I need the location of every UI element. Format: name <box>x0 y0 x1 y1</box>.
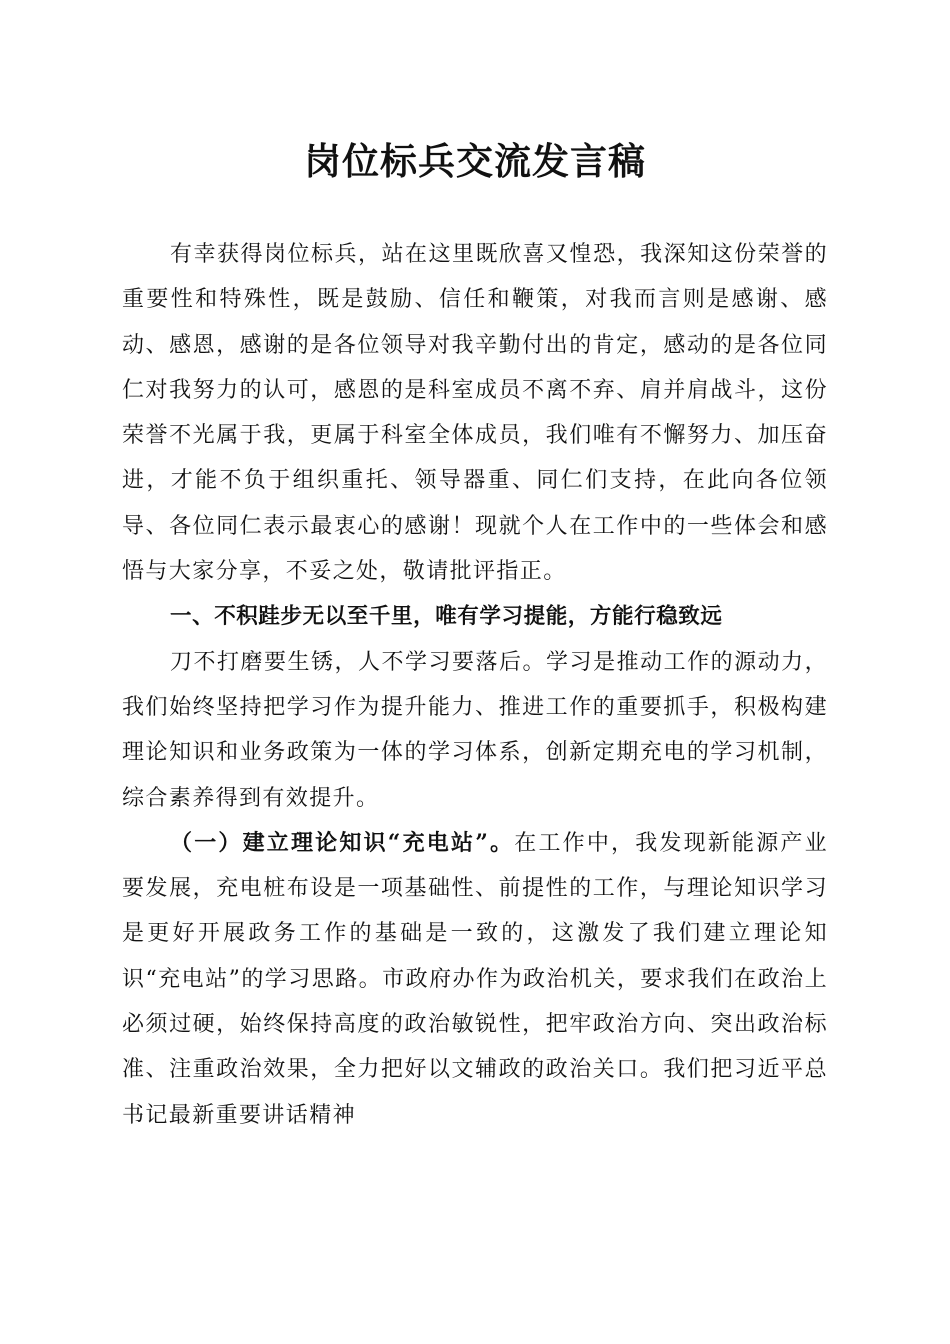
subsection-1-paragraph <box>122 821 828 1138</box>
document-title: 岗位标兵交流发言稿 <box>304 139 646 183</box>
subsection-heading-1: （一）建立理论知识“充电站”。 <box>170 829 515 856</box>
document-body <box>122 232 828 1138</box>
section-heading-1: 一、不积跬步无以至千里，唯有学习提能，方能行稳致远 <box>170 604 723 630</box>
subsection-1-text: 在工作中，我发现新能源产业要发展，充电桩布设是一项基础性、前提性的工作，与理论知识学习是更好开展政务工作的基础是一致的，这激发了我们建立理论知识“充电站”的学习思路。市政府办作为政治机关，要求我们在政治上必须过硬，始终保持高度的政治敏锐性，把牢政治方向、突出政治标准、注重政治效果，全力把好以文辅政的政治关口。我们把习近平总书记最新重要讲话精神 <box>122 830 828 1128</box>
section-1-paragraph: 刀不打磨要生锈，人不学习要落后。学习是推动工作的源动力，我们始终坚持把学习作为提升能力、推进工作的重要抓手，积极构建理论知识和业务政策为一体的学习体系，创新定期充电的学习机制，综合素养得到有效提升。 <box>122 649 828 811</box>
intro-paragraph: 有幸获得岗位标兵，站在这里既欣喜又惶恐，我深知这份荣誉的重要性和特殊性，既是鼓励、信任和鞭策，对我而言则是感谢、感动、感恩，感谢的是各位领导对我辛勤付出的肯定，感动的是各位同仁对我努力的认可，感恩的是科室成员不离不弃、肩并肩战斗，这份荣誉不光属于我，更属于科室全体成员，我们唯有不懈努力、加压奋进，才能不负于组织重托、领导器重、同仁们支持，在此向各位领导、各位同仁表示最衷心的感谢！现就个人在工作中的一些体会和感悟与大家分享，不妥之处，敬请批评指正。 <box>122 242 828 585</box>
